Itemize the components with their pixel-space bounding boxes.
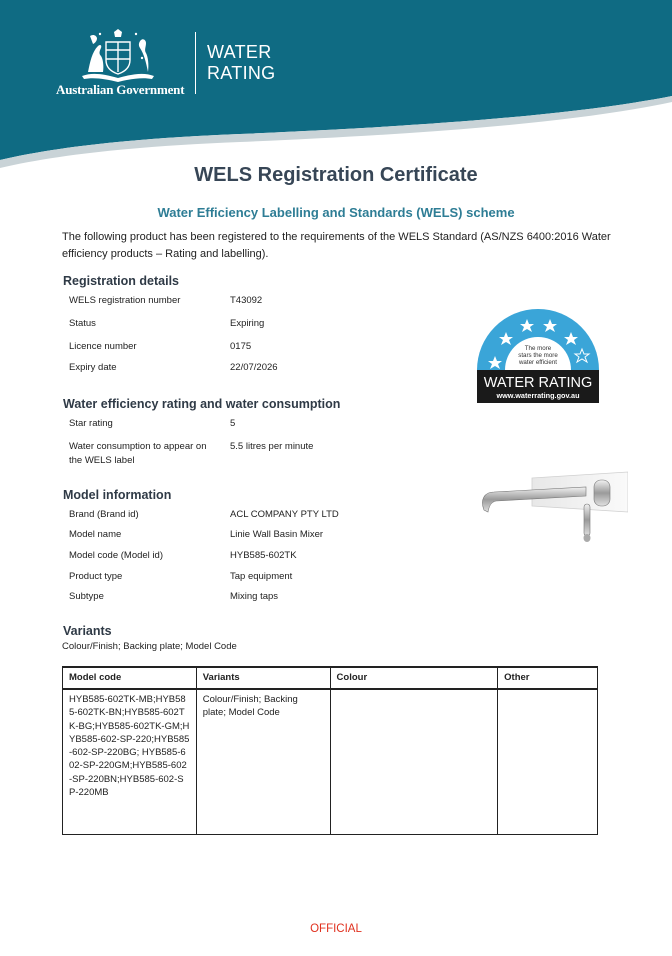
model-row <box>69 570 293 584</box>
badge-tagline-3: water efficient <box>518 359 558 366</box>
wall-basin-mixer-image <box>476 470 628 550</box>
field-label: Brand (Brand id) <box>69 509 139 520</box>
badge-label: WATER RATING <box>483 375 593 391</box>
badge-url: www.waterrating.gov.au <box>496 391 580 400</box>
table-header-row <box>63 667 598 689</box>
field-label: WELS registration number <box>69 295 181 306</box>
column-header: Variants <box>196 667 330 689</box>
page-subtitle: Water Efficiency Labelling and Standards (WELS) scheme <box>157 205 515 220</box>
field-label: Water consumption to appear on the WELS label <box>69 441 207 466</box>
field-label: Expiry date <box>69 362 117 373</box>
page-title: WELS Registration Certificate <box>194 164 478 186</box>
water-rating-brand <box>207 42 275 84</box>
water-rating-badge <box>475 306 602 404</box>
field-value: 5 <box>230 418 236 429</box>
variants-table <box>62 666 598 835</box>
registration-row <box>69 294 263 308</box>
field-label: Status <box>69 318 96 329</box>
registration-heading: Registration details <box>63 274 179 288</box>
field-value: Linie Wall Basin Mixer <box>230 529 324 540</box>
field-label: Star rating <box>69 418 113 429</box>
registration-row <box>69 317 265 331</box>
field-value: T43092 <box>230 295 263 306</box>
field-value: ACL COMPANY PTY LTD <box>230 509 339 520</box>
column-header: Other <box>498 667 598 689</box>
variants-subtitle: Colour/Finish; Backing plate; Model Code <box>62 641 237 652</box>
badge-tagline-1: The more <box>524 345 552 352</box>
registration-row <box>69 361 278 375</box>
government-label: Australian Government <box>56 82 185 97</box>
other-cell <box>498 689 598 835</box>
efficiency-row <box>69 417 236 431</box>
column-header: Model code <box>63 667 197 689</box>
field-value: HYB585-602TK <box>230 550 297 561</box>
field-label: Model name <box>69 529 122 540</box>
field-label: Subtype <box>69 591 104 602</box>
intro-text: The following product has been registered to the requirements of the WELS Standard (AS/NZS 6400:2016 Water efficiency products – Rating and labelling). <box>62 231 611 260</box>
variants-heading: Variants <box>63 624 112 638</box>
variants-cell: Colour/Finish; Backing plate; Model Code <box>196 689 330 835</box>
brand-line-2: RATING <box>207 63 276 83</box>
classification-footer: OFFICIAL <box>310 923 362 935</box>
efficiency-row <box>69 440 314 468</box>
model-heading: Model information <box>63 488 172 502</box>
registration-row <box>69 340 252 354</box>
column-header: Colour <box>330 667 498 689</box>
field-value: Mixing taps <box>230 591 279 602</box>
field-label: Model code (Model id) <box>69 550 163 561</box>
model-row <box>69 508 339 522</box>
colour-cell <box>330 689 498 835</box>
field-value: Expiring <box>230 318 265 329</box>
field-label: Product type <box>69 571 123 582</box>
model-code-cell: HYB585-602TK-MB;HYB585-602TK-BN;HYB585-602TK-BG;HYB585-602TK-GM;HYB585-602-SP-220;HYB585-602-SP-220BG; HYB585-602-SP-220GM;HYB585-602-SP-220BN;HYB585-602-SP-220MB <box>63 689 197 835</box>
header-divider <box>195 32 196 94</box>
model-row <box>69 549 297 563</box>
field-label: Licence number <box>69 341 137 352</box>
badge-tagline-2: stars the more <box>518 352 558 359</box>
coat-of-arms-icon <box>80 28 156 82</box>
field-value: 22/07/2026 <box>230 362 278 373</box>
header-banner <box>0 0 672 175</box>
table-row <box>63 689 598 835</box>
brand-line-1: WATER <box>207 42 272 62</box>
field-value: 0175 <box>230 341 252 352</box>
field-value: Tap equipment <box>230 571 293 582</box>
field-value: 5.5 litres per minute <box>230 441 314 452</box>
model-row <box>69 590 279 604</box>
model-row <box>69 528 324 542</box>
efficiency-heading: Water efficiency rating and water consumption <box>63 397 341 411</box>
